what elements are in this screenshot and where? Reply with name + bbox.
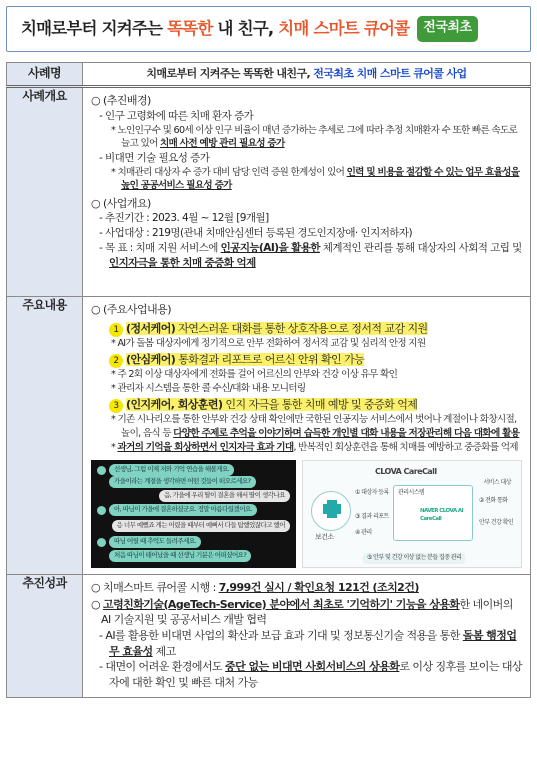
results-label: 추진성과 (7, 575, 83, 697)
chat-screenshot-image (91, 460, 296, 568)
health-center-icon (311, 491, 351, 531)
result-text: ○ (91, 597, 103, 611)
result-item-4 (91, 659, 522, 690)
illustration-row (91, 460, 522, 568)
overview-label: 사례개요 (7, 87, 83, 297)
background-item-1: - 인구 고령화에 따른 치매 환자 증가 (99, 109, 254, 122)
goal-emphasis: 인공지능(AI)을 활용한 (220, 242, 320, 255)
number-badge: 3 (109, 399, 123, 413)
result-emphasis: 중단 없는 비대면 사회서비스의 상용화 (225, 660, 400, 674)
chat-bubble-ai: 선생님, 그럼 이제 저와 기억 연습을 해볼게요. (109, 464, 234, 476)
item-title: (안심케어) (126, 353, 176, 367)
main-heading: ○ (주요사업내용) (91, 303, 171, 316)
step-label: ③ 결과 리포트 (354, 513, 389, 521)
note-text: * 노인인구수 및 60세 이상 인구 비율이 매년 증가하는 추세로 그에 따라 추정 치매환자 수 또한 빠른 속도로 늘고 있어 (111, 124, 518, 150)
carecall-diagram-image (302, 460, 522, 568)
item-desc: 자연스러운 대화를 통한 상호작용으로 정서적 교감 지원 (175, 321, 428, 335)
note-text: , 반복적인 회상훈련을 통해 치매를 예방하고 중증화를 억제 (293, 441, 518, 453)
summary-heading: ○ (사업개요) (91, 196, 151, 210)
case-name-highlight: 전국최초 치매 스마트 큐어콜 사업 (313, 67, 467, 81)
ai-avatar-icon (97, 506, 106, 515)
title-highlight-2: 치매 스마트 큐어콜 (278, 19, 410, 39)
background-item-2: - 비대면 기술 필요성 증가 (99, 151, 210, 164)
first-nationwide-badge: 전국최초 (417, 16, 477, 41)
result-item-3 (91, 628, 522, 659)
result-emphasis: 고령친화기술(AgeTech-Service) 분야에서 최초로 '기억하기' 기능을 상용화 (103, 597, 460, 611)
result-text: ○ 치매스마트 큐어콜 시행 : (91, 581, 219, 595)
step-label: 안부 건강 확인 (478, 519, 514, 527)
ai-avatar-icon (97, 466, 106, 475)
result-emphasis: 7,999건 실시 / 확인요청 121건 (조치2건) (218, 581, 419, 595)
step-label: ② 전화 통화 (478, 497, 508, 505)
case-name-label: 사례명 (7, 63, 83, 87)
number-badge: 2 (109, 354, 123, 368)
main-content (83, 297, 531, 575)
chat-bubble-user: 응 너무 예뻤죠 게는 어렸을 때부터 예뻐서 다들 탐했었잖다고 했어 (112, 520, 290, 532)
item-desc: 인지 자극을 통한 치매 예방 및 중증화 억제 (222, 398, 418, 412)
background-note-1 (91, 124, 522, 151)
health-center-label: 보건소 (314, 533, 334, 542)
item-emotional-care (91, 321, 522, 337)
overview-row (7, 87, 531, 297)
title-text-2: 내 친구, (212, 19, 279, 39)
item-note (91, 413, 522, 440)
background-heading: ○ (추진배경) (91, 94, 151, 107)
case-name-value (83, 63, 531, 87)
chat-bubble-ai: 가을이라는 계절을 생각하면 어떤 것들이 떠오르세요? (109, 476, 256, 488)
goal-text: - 목 표 : 치매 지원 서비스에 (99, 242, 221, 255)
clova-label: NAVER CLOVA AI CareCall (419, 508, 464, 523)
note-emphasis: 인력 및 비용을 절감할 수 있는 업무 효율성을 높인 공공서비스 필요성 증가 (121, 166, 520, 192)
diagram-caption: 서비스 대상 (483, 479, 511, 487)
results-content (83, 575, 531, 697)
table-header-row (7, 63, 531, 87)
note-emphasis: 치매 사전 예방 관리 필요성 증가 (159, 138, 285, 150)
result-text: - 대면이 어려운 환경에서도 (99, 660, 226, 674)
item-title: (정서케어) (126, 321, 176, 335)
case-table (6, 62, 531, 698)
chat-bubble-user: 음, 가을에 우리 딸이 결혼을 해서 딸이 생각나요 (159, 490, 290, 502)
diagram-title: CLOVA CareCall (374, 467, 437, 477)
result-item-2 (91, 597, 522, 628)
diagram-footer: ⑤ 안부 및 건강 이상 없는 분들 집중 관리 (363, 553, 465, 564)
item-note: * AI가 돌봄 대상자에게 정기적으로 안부 전화하여 정서적 교감 및 심리적 안정 지원 (111, 337, 426, 349)
background-note-2 (91, 166, 522, 193)
item-cognitive-care (91, 397, 522, 413)
result-text: 제고 (152, 644, 176, 658)
note-text: * 기존 시나리오를 통한 안부와 건강 상태 확인에만 국한된 인공지능 서비스에서 벗어나 계절이나 화창시절, 놀이, 음식 등 (111, 414, 517, 440)
title-text-1: 치매로부터 지켜주는 (21, 19, 168, 39)
note-emphasis: 과거의 기억을 회상하면서 인지자극 효과 기대 (117, 441, 294, 453)
title-highlight-1: 똑똑한 (167, 19, 213, 39)
system-box (393, 485, 473, 541)
item-note (91, 441, 522, 455)
chat-bubble-ai: 처음 따님이 태어났을 때 선생님 기분은 어떠셨어요? (109, 550, 251, 562)
chat-bubble-ai: 아, 따님이 가을에 결혼하셨군요. 정말 아름다웠겠어요. (109, 504, 257, 516)
note-text: * 치매관리 대상자 수 증가 대비 담당 인력 증원 한계성이 있어 (111, 166, 347, 178)
step-label: ① 대상자 등록 (354, 489, 389, 497)
result-text: - AI를 활용한 비대면 사업의 확산과 보급 효과 기대 및 정보통신기술 적용을 통한 (99, 629, 463, 643)
item-note: * 주 2회 이상 대상자에게 전화를 걸어 어르신의 안부와 건강 이상 유무 확인 (111, 369, 398, 381)
item-note: * 관리자 시스템을 통한 콜 수신/대화 내용 모니터링 (111, 382, 306, 394)
note-emphasis: 다양한 주제로 추억을 이야기하며 습득한 개인별 대화 내용을 저장관리해 다음 대화에 활용 (173, 428, 520, 440)
summary-period: - 추진기간 : 2023. 4월 ~ 12월 [9개월] (99, 212, 269, 225)
number-badge: 1 (109, 323, 123, 337)
item-desc: 통화결과 리포트로 어르신 안위 확인 가능 (175, 353, 365, 367)
result-text: 한 네이버의 AI 기술지원 및 공공서비스 개발 협력 (101, 597, 513, 627)
result-item-1 (91, 580, 522, 596)
summary-target: - 사업대상 : 219명(관내 치매안심센터 등록된 경도인지장애· 인지저하자) (99, 227, 413, 240)
overview-content (83, 87, 531, 297)
case-name-text: 치매로부터 지켜주는 똑똑한 내친구, (146, 67, 314, 81)
page-title (21, 17, 409, 40)
ai-avatar-icon (97, 538, 106, 547)
item-safety-care (91, 352, 522, 368)
system-label: 관리시스템 (397, 489, 425, 497)
main-content-row (7, 297, 531, 575)
result-text: 로 이상 징후를 보이는 대상자에 대한 확인 및 빠른 대처 가능 (109, 660, 523, 689)
note-text: * (111, 441, 118, 453)
chat-bubble-ai: 따님 어릴 때 추억도 들려주세요. (109, 536, 201, 548)
results-row (7, 575, 531, 697)
step-label: ④ 관리 (354, 529, 372, 537)
main-content-label: 주요내용 (7, 297, 83, 575)
goal-emphasis: 인지자극을 통한 치매 중증화 억제 (109, 257, 256, 270)
summary-goal (91, 241, 522, 271)
title-banner (6, 6, 531, 52)
result-emphasis: 돌봄 행정업무 효율성 (109, 629, 517, 658)
item-title: (인지케어, 회상훈련) (126, 398, 223, 412)
goal-text: 체계적인 관리를 통해 대상자의 사회적 고립 및 (319, 242, 522, 255)
